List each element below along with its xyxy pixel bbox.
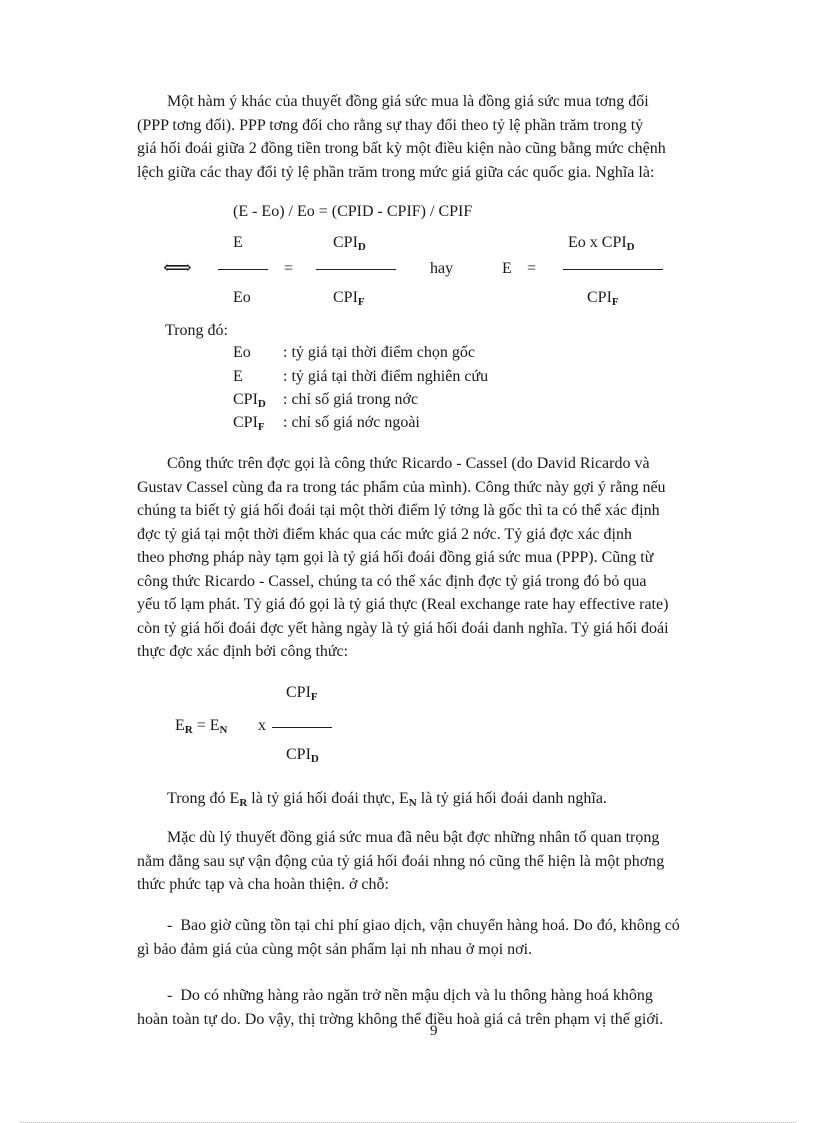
equivalence-arrow-icon: ⟺	[163, 257, 192, 279]
times-sign: x	[258, 717, 266, 734]
hay-word: hay	[430, 260, 454, 277]
fraction3-numerator: Eo x $CPI_D$	[568, 234, 635, 253]
text-line: công thức Ricardo - Cassel, chúng ta có thể xác định đợc tỷ giá trong đó bỏ qua	[137, 572, 647, 590]
paragraph-er-en	[137, 787, 742, 816]
text-line: - Do có những hàng rào ngăn trở nền mậu dịch và lu thông hàng hoá không	[167, 987, 653, 1004]
text-line: còn tỷ giá hối đoái đợc yết hàng ngày là tỷ giá hối đoái danh nghĩa. Tỷ giá hối đoái	[137, 619, 669, 637]
fraction3-bar	[563, 269, 663, 270]
page-number: 9	[430, 1023, 438, 1039]
text-line: yếu tố lạm phát. Tỷ giá đó gọi là tỷ giá thực (Real exchange rate hay effective rate)	[137, 596, 669, 613]
definition-item: $CPI_D$ : chỉ số giá trong nớc	[233, 391, 419, 410]
bullet-dash-icon: -	[167, 917, 173, 934]
text-line: Một hàm ý khác của thuyết đồng giá sức mua là đồng giá sức mua tơng đối	[167, 93, 649, 110]
bullet-item	[137, 914, 742, 961]
text-line: nằm đằng sau sự vận động của tỷ giá hối đoái nhng nó cũng thể hiện là một phơng	[137, 852, 665, 870]
paragraph-ppp-relative	[137, 90, 742, 184]
formula-lhs: $E_R = E_N$	[175, 717, 228, 736]
paragraph-limitations	[137, 826, 742, 897]
text-line: gì bảo đảm giá của cùng một sản phẩm lại nh nhau ở mọi nơi.	[137, 940, 533, 958]
paragraph-ricardo-cassel	[137, 452, 742, 664]
text-line: Trong đó $E_R$ là tỷ giá hối đoái thực, $E_N$ là tỷ giá hối đoái danh nghĩa.	[167, 790, 607, 809]
text-line: (PPP tơng đối). PPP tơng đối cho rằng sự thay đổi theo tỷ lệ phần trăm trong tỷ	[137, 116, 644, 134]
definitions-title: Trong đó:	[165, 322, 228, 339]
formula-line: (E - Eo) / Eo = (CPID - CPIF) / CPIF	[233, 203, 473, 220]
equals-sign: =	[527, 260, 537, 277]
fraction1-bar	[218, 269, 268, 270]
fraction-numerator: $CPI_F$	[286, 684, 318, 703]
text-line: Gustav Cassel cùng đa ra trong tác phẩm của mình). Công thức này gợi ý rằng nếu	[137, 478, 666, 496]
fraction1-denominator: Eo	[233, 289, 251, 306]
definition-item: Eo : tỷ giá tại thời điểm chọn gốc	[233, 344, 475, 361]
definition-item: E : tỷ giá tại thời điểm nghiên cứu	[233, 368, 489, 385]
lhs-e: E	[502, 260, 512, 277]
fraction2-bar	[316, 269, 396, 270]
text-line: - Bao giờ cũng tồn tại chi phí giao dịch, vận chuyển hàng hoá. Do đó, không có	[167, 917, 680, 934]
text-line: thực đợc xác định bởi công thức:	[137, 643, 349, 660]
text-line: Công thức trên đợc gọi là công thức Ricardo - Cassel (do David Ricardo và	[167, 455, 650, 472]
fraction2-denominator: $CPI_F$	[333, 289, 365, 308]
text-line: giá hối đoái giữa 2 đồng tiền trong bất kỳ một điều kiện nào cũng bằng mức chệnh	[137, 140, 666, 157]
fraction1-numerator: E	[233, 234, 243, 251]
fraction3-denominator: $CPI_F$	[587, 289, 619, 308]
fraction-bar	[272, 727, 332, 728]
definition-item: $CPI_F$ : chỉ số giá nớc ngoài	[233, 414, 420, 433]
fraction-denominator: $CPI_D$	[286, 746, 319, 765]
fraction2-numerator: $CPI_D$	[333, 234, 366, 253]
bullet-item	[137, 984, 742, 1031]
text-line: Mặc dù lý thuyết đồng giá sức mua đã nêu bật đợc những nhân tố quan trọng	[167, 829, 660, 846]
text-line: lệch giữa các thay đổi tỷ lệ phần trăm trong mức giá giữa các quốc gia. Nghĩa là:	[137, 163, 655, 181]
text-line: theo phơng pháp này tạm gọi là tỷ giá hối đoái đồng giá sức mua (PPP). Cũng từ	[137, 549, 654, 566]
text-line: thức phức tạp và cha hoàn thiện. ở chỗ:	[137, 876, 389, 893]
text-line: hoàn toàn tự do. Do vậy, thị trờng không thể điều hoà giá cả trên phạm vị thế giới.	[137, 1010, 664, 1028]
text-line: chúng ta biết tỷ giá hối đoái tại một thời điểm lý tởng là gốc thì ta có thể xác định	[137, 502, 660, 519]
bullet-dash-icon: -	[167, 987, 173, 1004]
text-line: đợc tỷ giá tại một thời điểm khác qua các mức giá 2 nớc. Tỷ giá đợc xác định	[137, 525, 632, 543]
equals-sign: =	[284, 260, 294, 277]
